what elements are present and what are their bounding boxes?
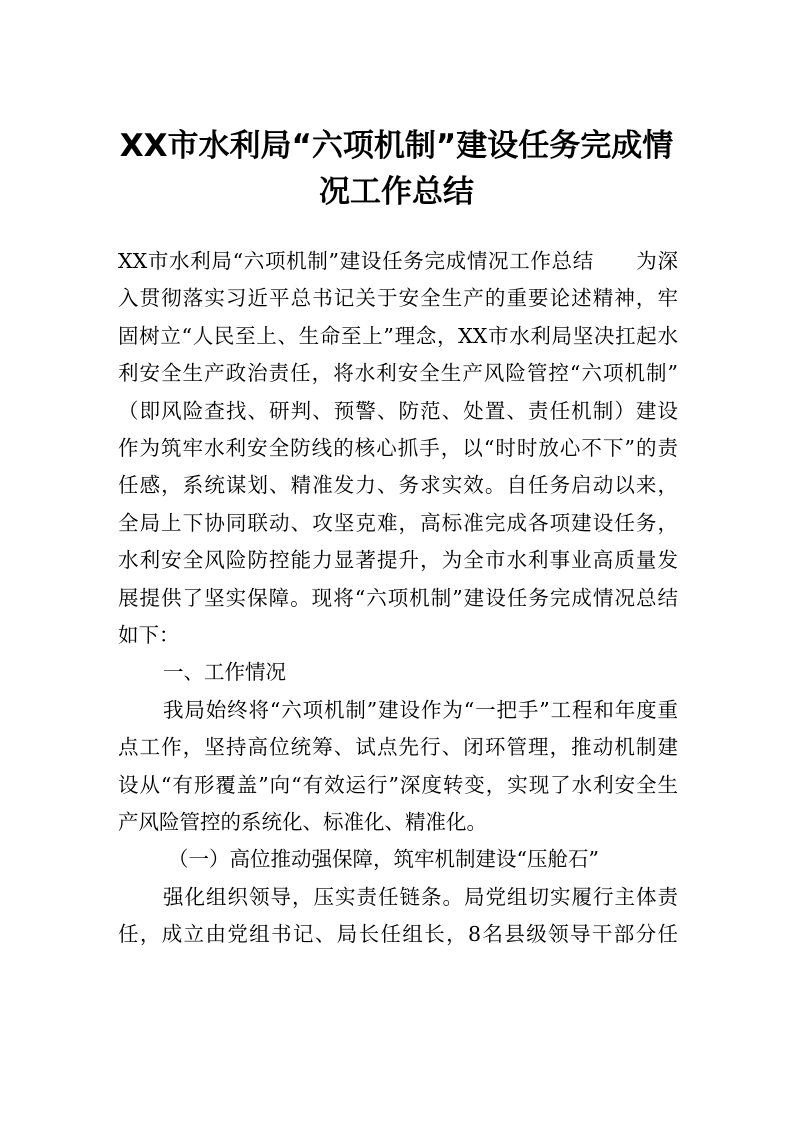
document-title-line-1: XX市水利局“六项机制”建设任务完成情 xyxy=(119,128,674,164)
document-title-line-2: 况工作总结 xyxy=(319,174,474,210)
body-line-7: 任感，系统谋划、精准发力、务求实效。自任务启动以来， xyxy=(118,473,678,497)
body-line-16: 产风险管控的系统化、标准化、精准化。 xyxy=(118,810,487,834)
body-line-8: 全局上下协同联动、攻坚克难，高标准完成各项建设任务， xyxy=(118,511,678,535)
body-line-3: 固树立“人民至上、生命至上”理念，XX市水利局坚决扛起水 xyxy=(118,324,678,348)
body-line-6: 作为筑牢水利安全防线的核心抓手，以“时时放心不下”的责 xyxy=(118,436,678,460)
subsection-heading-1: （一）高位推动强保障，筑牢机制建设“压舱石” xyxy=(168,847,599,871)
body-line-5: （即风险查找、研判、预警、防范、处置、责任机制）建设 xyxy=(118,399,678,423)
body-line-4: 利安全生产政治责任，将水利安全生产风险管控“六项机制” xyxy=(118,361,678,385)
body-line-13: 我局始终将“六项机制”建设作为“一把手”工程和年度重 xyxy=(163,698,678,722)
section-heading-1: 一、工作情况 xyxy=(163,660,286,684)
body-line-15: 设从“有形覆盖”向“有效运行”深度转变，实现了水利安全生 xyxy=(118,773,678,797)
body-line-19: 任，成立由党组书记、局长任组长，8名县级领导干部分任 xyxy=(118,922,678,946)
body-line-10: 展提供了坚实保障。现将“六项机制”建设任务完成情况总结 xyxy=(118,586,678,610)
body-line-18: 强化组织领导，压实责任链条。局党组切实履行主体责 xyxy=(163,885,678,909)
body-line-14: 点工作，坚持高位统筹、试点先行、闭环管理，推动机制建 xyxy=(118,735,678,759)
body-line-1: XX市水利局“六项机制”建设任务完成情况工作总结 为深 xyxy=(118,249,678,273)
body-line-2: 入贯彻落实习近平总书记关于安全生产的重要论述精神，牢 xyxy=(118,286,678,310)
body-line-9: 水利安全风险防控能力显著提升，为全市水利事业高质量发 xyxy=(118,548,678,572)
body-line-11: 如下： xyxy=(118,623,180,647)
